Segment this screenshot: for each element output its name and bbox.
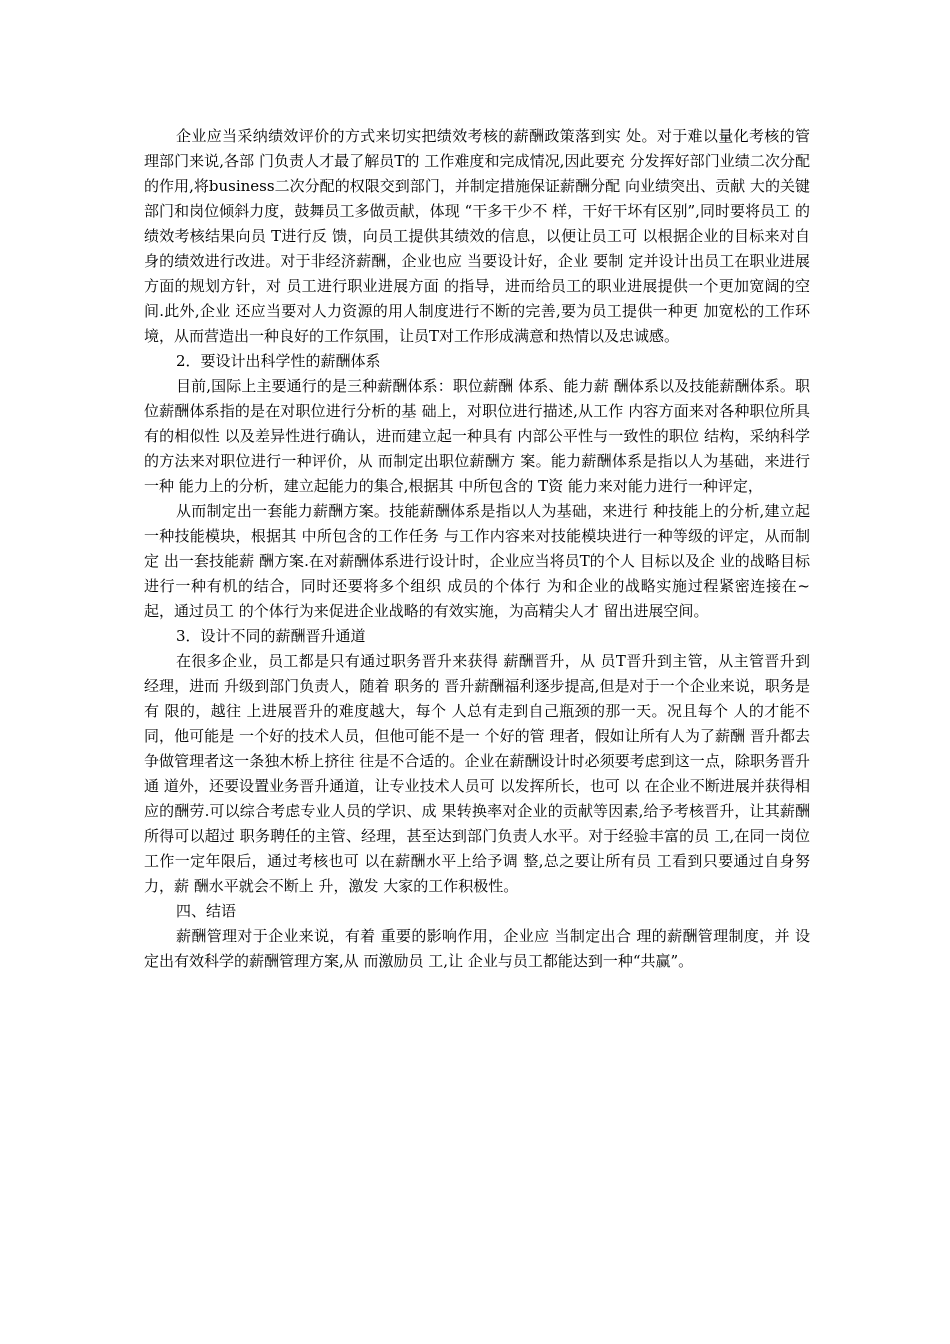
- paragraph-promotion-channels: 在很多企业，员工都是只有通过职务晋升来获得 薪酬晋升，从 员T晋升到主管，从主管晋升到经理，进而 升级到部门负责人，随着 职务的 晋升薪酬福利逐步提高,但是对于一个企业来说，职务是有 限的，越往 上进展晋升的难度越大，每个 人总有走到自己瓶颈的那一天。况且每个 人的才能不同，他可能是 一个好的技术人员，但他可能不是一 个好的管 理者，假如让所有人为了薪酬 晋升都去争做管理者这一条独木桥上挤往 往是不合适的。企业在薪酬设计时必须要考虑到这一点，除职务晋升 通 道外，还要设置业务晋升通道，让专业技术人员可 以发挥所长，也可 以 在企业不断进展并获得相应的酬劳.可以综合考虑专业人员的学识、成 果转换率对企业的贡献等因素,给予考核晋升，让其薪酬所得可以超过 职务聘任的主管、经理，甚至达到部门负责人水平。对于经验丰富的员 工,在同一岗位工作一定年限后，通过考核也可 以在薪酬水平上给予调 整,总之要让所有员 工看到只要通过自身努力，薪 酬水平就会不断上 升，激发 大家的工作积极性。: [144, 652, 810, 895]
- section-heading-conclusion: 四、结语: [176, 902, 237, 920]
- section-heading-salary-system: 2．要设计出科学性的薪酬体系: [176, 352, 381, 370]
- section-heading-promotion-channels: 3．设计不同的薪酬晋升通道: [176, 627, 366, 645]
- paragraph-performance-evaluation: 企业应当采纳绩效评价的方式来切实把绩效考核的薪酬政策落到实 处。对于难以量化考核的管理部门来说,各部 门负责人才最了解员T的 工作难度和完成情况,因此要充 分发挥好部门业绩二次分配的作用,将business二次分配的权限交到部门，并制定措施保证薪酬分配 向业绩突出、贡献 大的关键部门和岗位倾斜力度，鼓舞员工多做贡献，体现 “干多干少不 样，干好干坏有区别”,同时要将员工 的绩效考核结果向员 T进行反 馈，向员工提供其绩效的信息，以便让员工可 以根据企业的目标来对自 身的绩效进行改进。对于非经济薪酬，企业也应 当要设计好，企业 要制 定并设计出员工在职业进展方面的规划方针，对 员工进行职业进展方面 的指导，进而给员工的职业进展提供一个更加宽阔的空间.此外,企业 还应当要对人力资源的用人制度进行不断的完善,要为员工提供一种更 加宽松的工作环境，从而营造出一种良好的工作氛围，让员T对工作形成满意和热情以及忠诚感。: [144, 127, 810, 345]
- paragraph-conclusion: 薪酬管理对于企业来说，有着 重要的影响作用，企业应 当制定出合 理的薪酬管理制度，并 设定出有效科学的薪酬管理方案,从 而激励员 工,让 企业与员工都能达到一种“共赢”。: [144, 927, 810, 970]
- paragraph-salary-systems: 目前,国际上主要通行的是三种薪酬体系：职位薪酬 体系、能力薪 酬体系以及技能薪酬体系。职位薪酬体系指的是在对职位进行分析的基 础上，对职位进行描述,从工作 内容方面来对各种职位所具有的相似性 以及差异性进行确认，进而建立起一种具有 内部公平性与一致性的职位 结构，采纳科学 的方法来对职位进行一种评价，从 而制定出职位薪酬方 案。能力薪酬体系是指以人为基础，来进行一种 能力上的分析，建立起能力的集合,根据其 中所包含的 T资 能力来对能力进行一种评定，: [144, 377, 810, 495]
- document-body: [144, 124, 810, 974]
- paragraph-skill-salary: 从而制定出一套能力薪酬方案。技能薪酬体系是指以人为基础，来进行 种技能上的分析,建立起一种技能模块，根据其 中所包含的工作任务 与工作内容来对技能模块进行一种等级的评定，从而制定 出一套技能薪 酬方案.在对薪酬体系进行设计时，企业应当将员T的个人 目标以及企 业的战略目标进行一种有机的结合，同时还要将多个组织 成员的个体行 为和企业的战略实施过程紧密连接在~起，通过员工 的个体行为来促进企业战略的有效实施，为高精尖人才 留出进展空间。: [144, 502, 810, 620]
